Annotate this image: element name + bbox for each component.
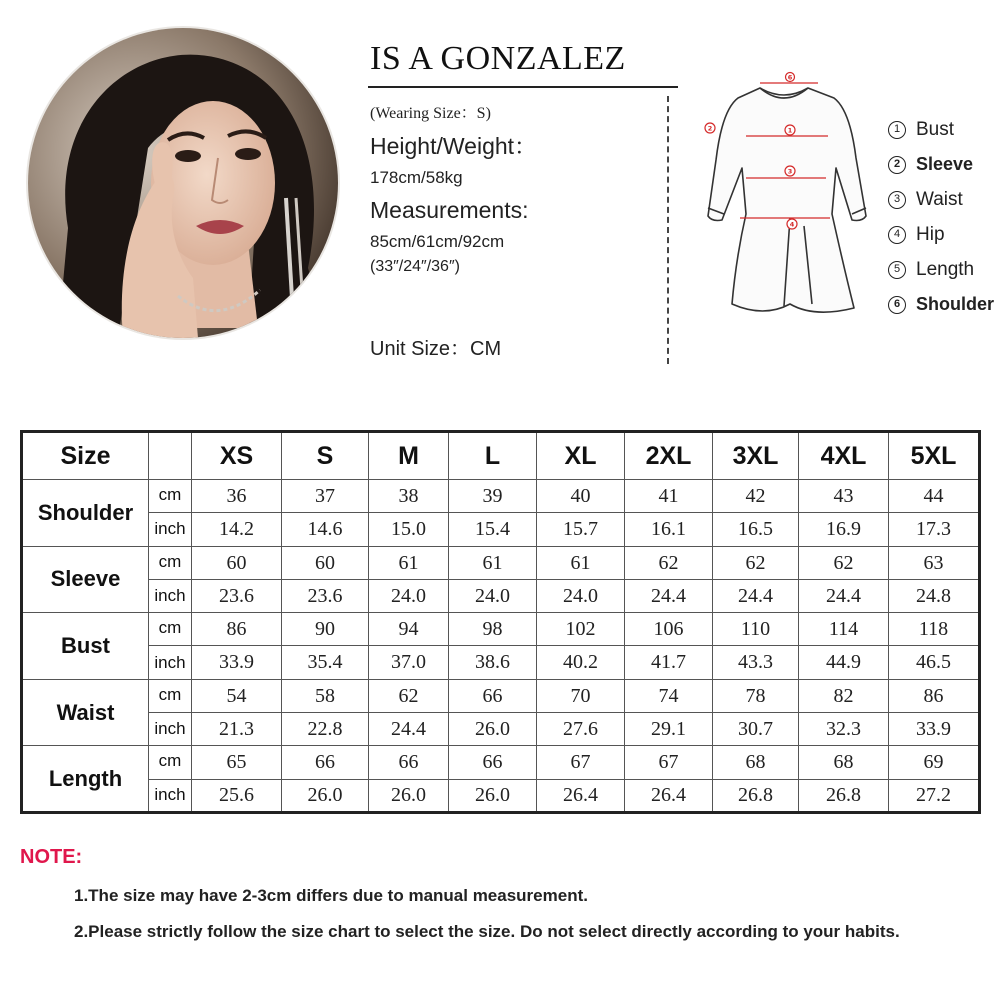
model-photo-illustration [28, 28, 338, 338]
table-cell: 65 [192, 746, 282, 779]
table-row-bust-inch [22, 646, 980, 679]
table-cell: 22.8 [282, 713, 369, 746]
marker-4: 4 [789, 220, 795, 229]
note-item-2: 2.Please strictly follow the size chart to select the size. Do not select directly according to your habits. [74, 922, 900, 941]
table-cell: 24.8 [889, 579, 980, 612]
table-row-sleeve-cm [22, 546, 980, 579]
table-cell: 24.0 [369, 579, 449, 612]
table-cell: 33.9 [192, 646, 282, 679]
table-cell: 38.6 [449, 646, 537, 679]
unit-label-cm: cm [149, 546, 192, 579]
legend-item-shoulder [888, 287, 1000, 322]
size-header-xs: XS [192, 432, 282, 480]
title-underline [368, 86, 678, 88]
table-cell: 67 [537, 746, 625, 779]
table-cell: 39 [449, 480, 537, 513]
table-cell: 67 [625, 746, 713, 779]
unit-label-inch: inch [149, 713, 192, 746]
table-cell: 24.0 [537, 579, 625, 612]
size-header-5xl: 5XL [889, 432, 980, 480]
table-cell: 58 [282, 679, 369, 712]
wearing-size: (Wearing Size：S) [370, 105, 491, 122]
height-weight-value: 178cm/58kg [370, 168, 463, 187]
table-cell: 26.4 [537, 779, 625, 812]
model-portrait [28, 28, 338, 338]
size-header-3xl: 3XL [713, 432, 799, 480]
legend-number: 3 [888, 191, 906, 209]
table-cell: 26.0 [449, 713, 537, 746]
table-row-shoulder-inch [22, 513, 980, 546]
table-cell: 66 [449, 746, 537, 779]
table-cell: 15.7 [537, 513, 625, 546]
marker-2: 2 [707, 124, 713, 133]
unit-label-inch: inch [149, 513, 192, 546]
table-cell: 46.5 [889, 646, 980, 679]
table-cell: 21.3 [192, 713, 282, 746]
table-cell: 74 [625, 679, 713, 712]
table-cell: 24.4 [369, 713, 449, 746]
legend-number: 6 [888, 296, 906, 314]
table-cell: 42 [713, 480, 799, 513]
legend-number: 5 [888, 261, 906, 279]
table-row-waist-inch [22, 713, 980, 746]
size-header-row [22, 432, 980, 480]
measurement-legend [888, 112, 1000, 322]
dress-outline [708, 88, 866, 312]
table-cell: 15.4 [449, 513, 537, 546]
table-cell: 37.0 [369, 646, 449, 679]
dress-measurement-diagram [694, 68, 874, 324]
unit-label-cm: cm [149, 480, 192, 513]
legend-item-sleeve [888, 147, 1000, 182]
table-cell: 110 [713, 613, 799, 646]
legend-label: Bust [916, 118, 955, 140]
table-cell: 24.4 [713, 579, 799, 612]
table-cell: 15.0 [369, 513, 449, 546]
table-cell: 37 [282, 480, 369, 513]
table-cell: 26.0 [282, 779, 369, 812]
table-cell: 24.4 [799, 579, 889, 612]
marker-1: 1 [787, 126, 793, 135]
table-cell: 23.6 [192, 579, 282, 612]
table-cell: 102 [537, 613, 625, 646]
table-row-sleeve-inch [22, 579, 980, 612]
legend-label: Sleeve [916, 154, 974, 174]
table-cell: 118 [889, 613, 980, 646]
table-cell: 86 [192, 613, 282, 646]
marker-6: 6 [787, 73, 793, 82]
legend-number: 4 [888, 226, 906, 244]
marker-3: 3 [787, 167, 793, 176]
table-cell: 62 [625, 546, 713, 579]
table-cell: 40.2 [537, 646, 625, 679]
table-cell: 16.5 [713, 513, 799, 546]
table-cell: 26.4 [625, 779, 713, 812]
unit-size: Unit Size：CM [370, 338, 502, 360]
unit-label-inch: inch [149, 779, 192, 812]
table-cell: 66 [369, 746, 449, 779]
table-cell: 16.9 [799, 513, 889, 546]
table-cell: 23.6 [282, 579, 369, 612]
table-cell: 24.0 [449, 579, 537, 612]
dashed-divider [667, 96, 669, 364]
table-cell: 61 [449, 546, 537, 579]
table-cell: 27.2 [889, 779, 980, 812]
measurements-cm: 85cm/61cm/92cm [370, 232, 505, 251]
size-header-4xl: 4XL [799, 432, 889, 480]
param-label-waist: Waist [22, 679, 149, 746]
table-cell: 61 [369, 546, 449, 579]
table-cell: 41 [625, 480, 713, 513]
table-cell: 33.9 [889, 713, 980, 746]
table-cell: 68 [799, 746, 889, 779]
brand-title: IS A GONZALEZ [370, 40, 626, 77]
table-cell: 82 [799, 679, 889, 712]
legend-label: Shoulder [916, 294, 995, 314]
table-cell: 14.6 [282, 513, 369, 546]
unit-label-inch: inch [149, 579, 192, 612]
table-cell: 98 [449, 613, 537, 646]
table-cell: 62 [799, 546, 889, 579]
table-cell: 43.3 [713, 646, 799, 679]
table-cell: 25.6 [192, 779, 282, 812]
table-row-length-cm [22, 746, 980, 779]
param-label-shoulder: Shoulder [22, 480, 149, 547]
table-cell: 14.2 [192, 513, 282, 546]
table-cell: 24.4 [625, 579, 713, 612]
legend-item-hip [888, 217, 1000, 252]
table-cell: 29.1 [625, 713, 713, 746]
table-cell: 66 [282, 746, 369, 779]
size-header-m: M [369, 432, 449, 480]
table-cell: 40 [537, 480, 625, 513]
note-title: NOTE: [20, 846, 83, 868]
size-chart-table [20, 430, 981, 814]
legend-label: Hip [916, 223, 945, 245]
table-cell: 60 [282, 546, 369, 579]
table-cell: 26.0 [369, 779, 449, 812]
table-cell: 26.8 [713, 779, 799, 812]
size-header-label: Size [22, 432, 149, 480]
table-cell: 60 [192, 546, 282, 579]
table-cell: 66 [449, 679, 537, 712]
height-weight-label: Height/Weight： [370, 133, 538, 159]
unit-label-cm: cm [149, 613, 192, 646]
legend-label: Waist [916, 188, 963, 210]
note-item-1: 1.The size may have 2-3cm differs due to manual measurement. [74, 886, 588, 905]
table-cell: 44 [889, 480, 980, 513]
size-header-xl: XL [537, 432, 625, 480]
table-cell: 32.3 [799, 713, 889, 746]
legend-item-bust [888, 112, 1000, 147]
table-cell: 78 [713, 679, 799, 712]
legend-number: 1 [888, 121, 906, 139]
size-header-2xl: 2XL [625, 432, 713, 480]
param-label-length: Length [22, 746, 149, 813]
unit-header-cell [149, 432, 192, 480]
table-cell: 90 [282, 613, 369, 646]
table-cell: 26.8 [799, 779, 889, 812]
table-cell: 62 [369, 679, 449, 712]
legend-item-length [888, 252, 1000, 287]
table-row-waist-cm [22, 679, 980, 712]
table-cell: 36 [192, 480, 282, 513]
param-label-sleeve: Sleeve [22, 546, 149, 613]
table-cell: 94 [369, 613, 449, 646]
unit-label-inch: inch [149, 646, 192, 679]
table-row-length-inch [22, 779, 980, 812]
table-cell: 106 [625, 613, 713, 646]
table-cell: 63 [889, 546, 980, 579]
table-cell: 16.1 [625, 513, 713, 546]
legend-label: Length [916, 258, 975, 280]
table-cell: 30.7 [713, 713, 799, 746]
table-cell: 44.9 [799, 646, 889, 679]
table-cell: 43 [799, 480, 889, 513]
table-cell: 61 [537, 546, 625, 579]
size-header-l: L [449, 432, 537, 480]
measurements-label: Measurements: [370, 197, 529, 223]
table-row-bust-cm [22, 613, 980, 646]
table-cell: 26.0 [449, 779, 537, 812]
table-cell: 68 [713, 746, 799, 779]
param-label-bust: Bust [22, 613, 149, 680]
legend-item-waist [888, 182, 1000, 217]
legend-number: 2 [888, 156, 906, 174]
unit-label-cm: cm [149, 746, 192, 779]
table-cell: 27.6 [537, 713, 625, 746]
table-cell: 54 [192, 679, 282, 712]
table-cell: 35.4 [282, 646, 369, 679]
table-cell: 114 [799, 613, 889, 646]
table-cell: 38 [369, 480, 449, 513]
table-cell: 17.3 [889, 513, 980, 546]
measurements-inch: (33″/24″/36″) [370, 258, 460, 275]
size-table-body [22, 480, 980, 813]
table-cell: 62 [713, 546, 799, 579]
table-row-shoulder-cm [22, 480, 980, 513]
table-cell: 69 [889, 746, 980, 779]
table-cell: 41.7 [625, 646, 713, 679]
table-cell: 70 [537, 679, 625, 712]
table-cell: 86 [889, 679, 980, 712]
size-header-s: S [282, 432, 369, 480]
unit-label-cm: cm [149, 679, 192, 712]
